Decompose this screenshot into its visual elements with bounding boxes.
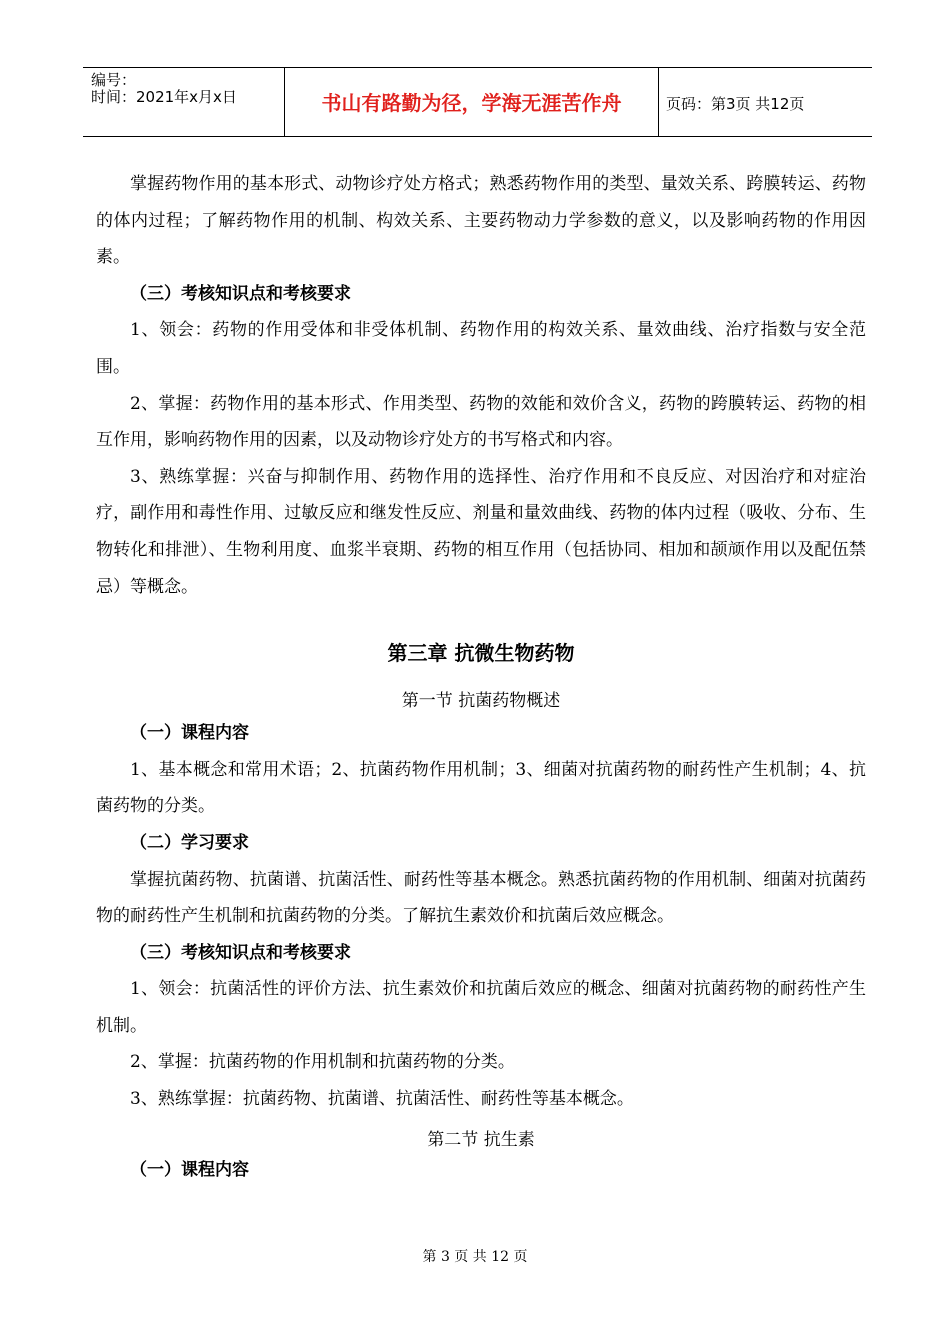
course-content-list: 1、基本概念和常用术语；2、抗菌药物作用机制；3、细菌对抗菌药物的耐药性产生机制；4、抗菌药物的分类。 bbox=[96, 759, 866, 817]
subheading-study-requirements: （二）学习要求 bbox=[130, 832, 249, 853]
exam-item-master: 2、掌握：药物作用的基本形式、作用类型、药物的效能和效价含义，药物的跨膜转运、药物的相互作用，影响药物作用的因素，以及动物诊疗处方的书写格式和内容。 bbox=[96, 393, 866, 451]
header-page-number: 页码：第3页 共12页 bbox=[666, 95, 805, 113]
header-motto-cell bbox=[284, 68, 659, 136]
page-header bbox=[83, 67, 872, 137]
header-meta-cell bbox=[83, 68, 284, 136]
exam-item-proficient: 3、熟练掌握：抗菌药物、抗菌谱、抗菌活性、耐药性等基本概念。 bbox=[130, 1089, 634, 1110]
header-page-cell bbox=[658, 68, 872, 136]
subheading-course-content: （一）课程内容 bbox=[130, 723, 249, 744]
subheading-course-content: （一）课程内容 bbox=[130, 1159, 249, 1180]
exam-item-understand: 1、领会：药物的作用受体和非受体机制、药物作用的构效关系、量效曲线、治疗指数与安全范围。 bbox=[96, 320, 866, 377]
exam-item-master: 2、掌握：抗菌药物的作用机制和抗菌药物的分类。 bbox=[130, 1052, 515, 1073]
chapter-title: 第三章 抗微生物药物 bbox=[387, 641, 575, 666]
paragraph-requirements: 掌握药物作用的基本形式、动物诊疗处方格式；熟悉药物作用的类型、量效关系、跨膜转运、药物的体内过程；了解药物作用的机制、构效关系、主要药物动力学参数的意义，以及影响药物的作用因素。 bbox=[96, 174, 866, 268]
study-requirements-text: 掌握抗菌药物、抗菌谱、抗菌活性、耐药性等基本概念。熟悉抗菌药物的作用机制、细菌对抗菌药物的耐药性产生机制和抗菌药物的分类。了解抗生素效价和抗菌后效应概念。 bbox=[96, 869, 866, 927]
exam-item-proficient: 3、熟练掌握：兴奋与抑制作用、药物作用的选择性、治疗作用和不良反应、对因治疗和对症治疗，副作用和毒性作用、过敏反应和继发性反应、剂量和量效曲线、药物的体内过程（吸收、分布、生物转化和排泄）、生物利用度、血浆半衰期、药物的相互作用（包括协同、相加和颉颃作用以及配伍禁忌）等概念。 bbox=[96, 466, 866, 597]
section-title: 第二节 抗生素 bbox=[427, 1129, 535, 1150]
header-motto: 书山有路勤为径，学海无涯苦作舟 bbox=[321, 91, 622, 115]
document-date: 时间：2021年x月x日 bbox=[91, 88, 237, 106]
document-number-label: 编号： bbox=[91, 71, 137, 89]
subheading-exam-points: （三）考核知识点和考核要求 bbox=[130, 942, 351, 963]
section-title: 第一节 抗菌药物概述 bbox=[401, 691, 561, 712]
page-footer: 第 3 页 共 12 页 bbox=[422, 1249, 528, 1265]
document-body bbox=[96, 166, 866, 1188]
exam-item-understand: 1、领会：抗菌活性的评价方法、抗生素效价和抗菌后效应的概念、细菌对抗菌药物的耐药性产生机制。 bbox=[96, 979, 866, 1036]
subheading-exam-points: （三）考核知识点和考核要求 bbox=[130, 283, 351, 304]
